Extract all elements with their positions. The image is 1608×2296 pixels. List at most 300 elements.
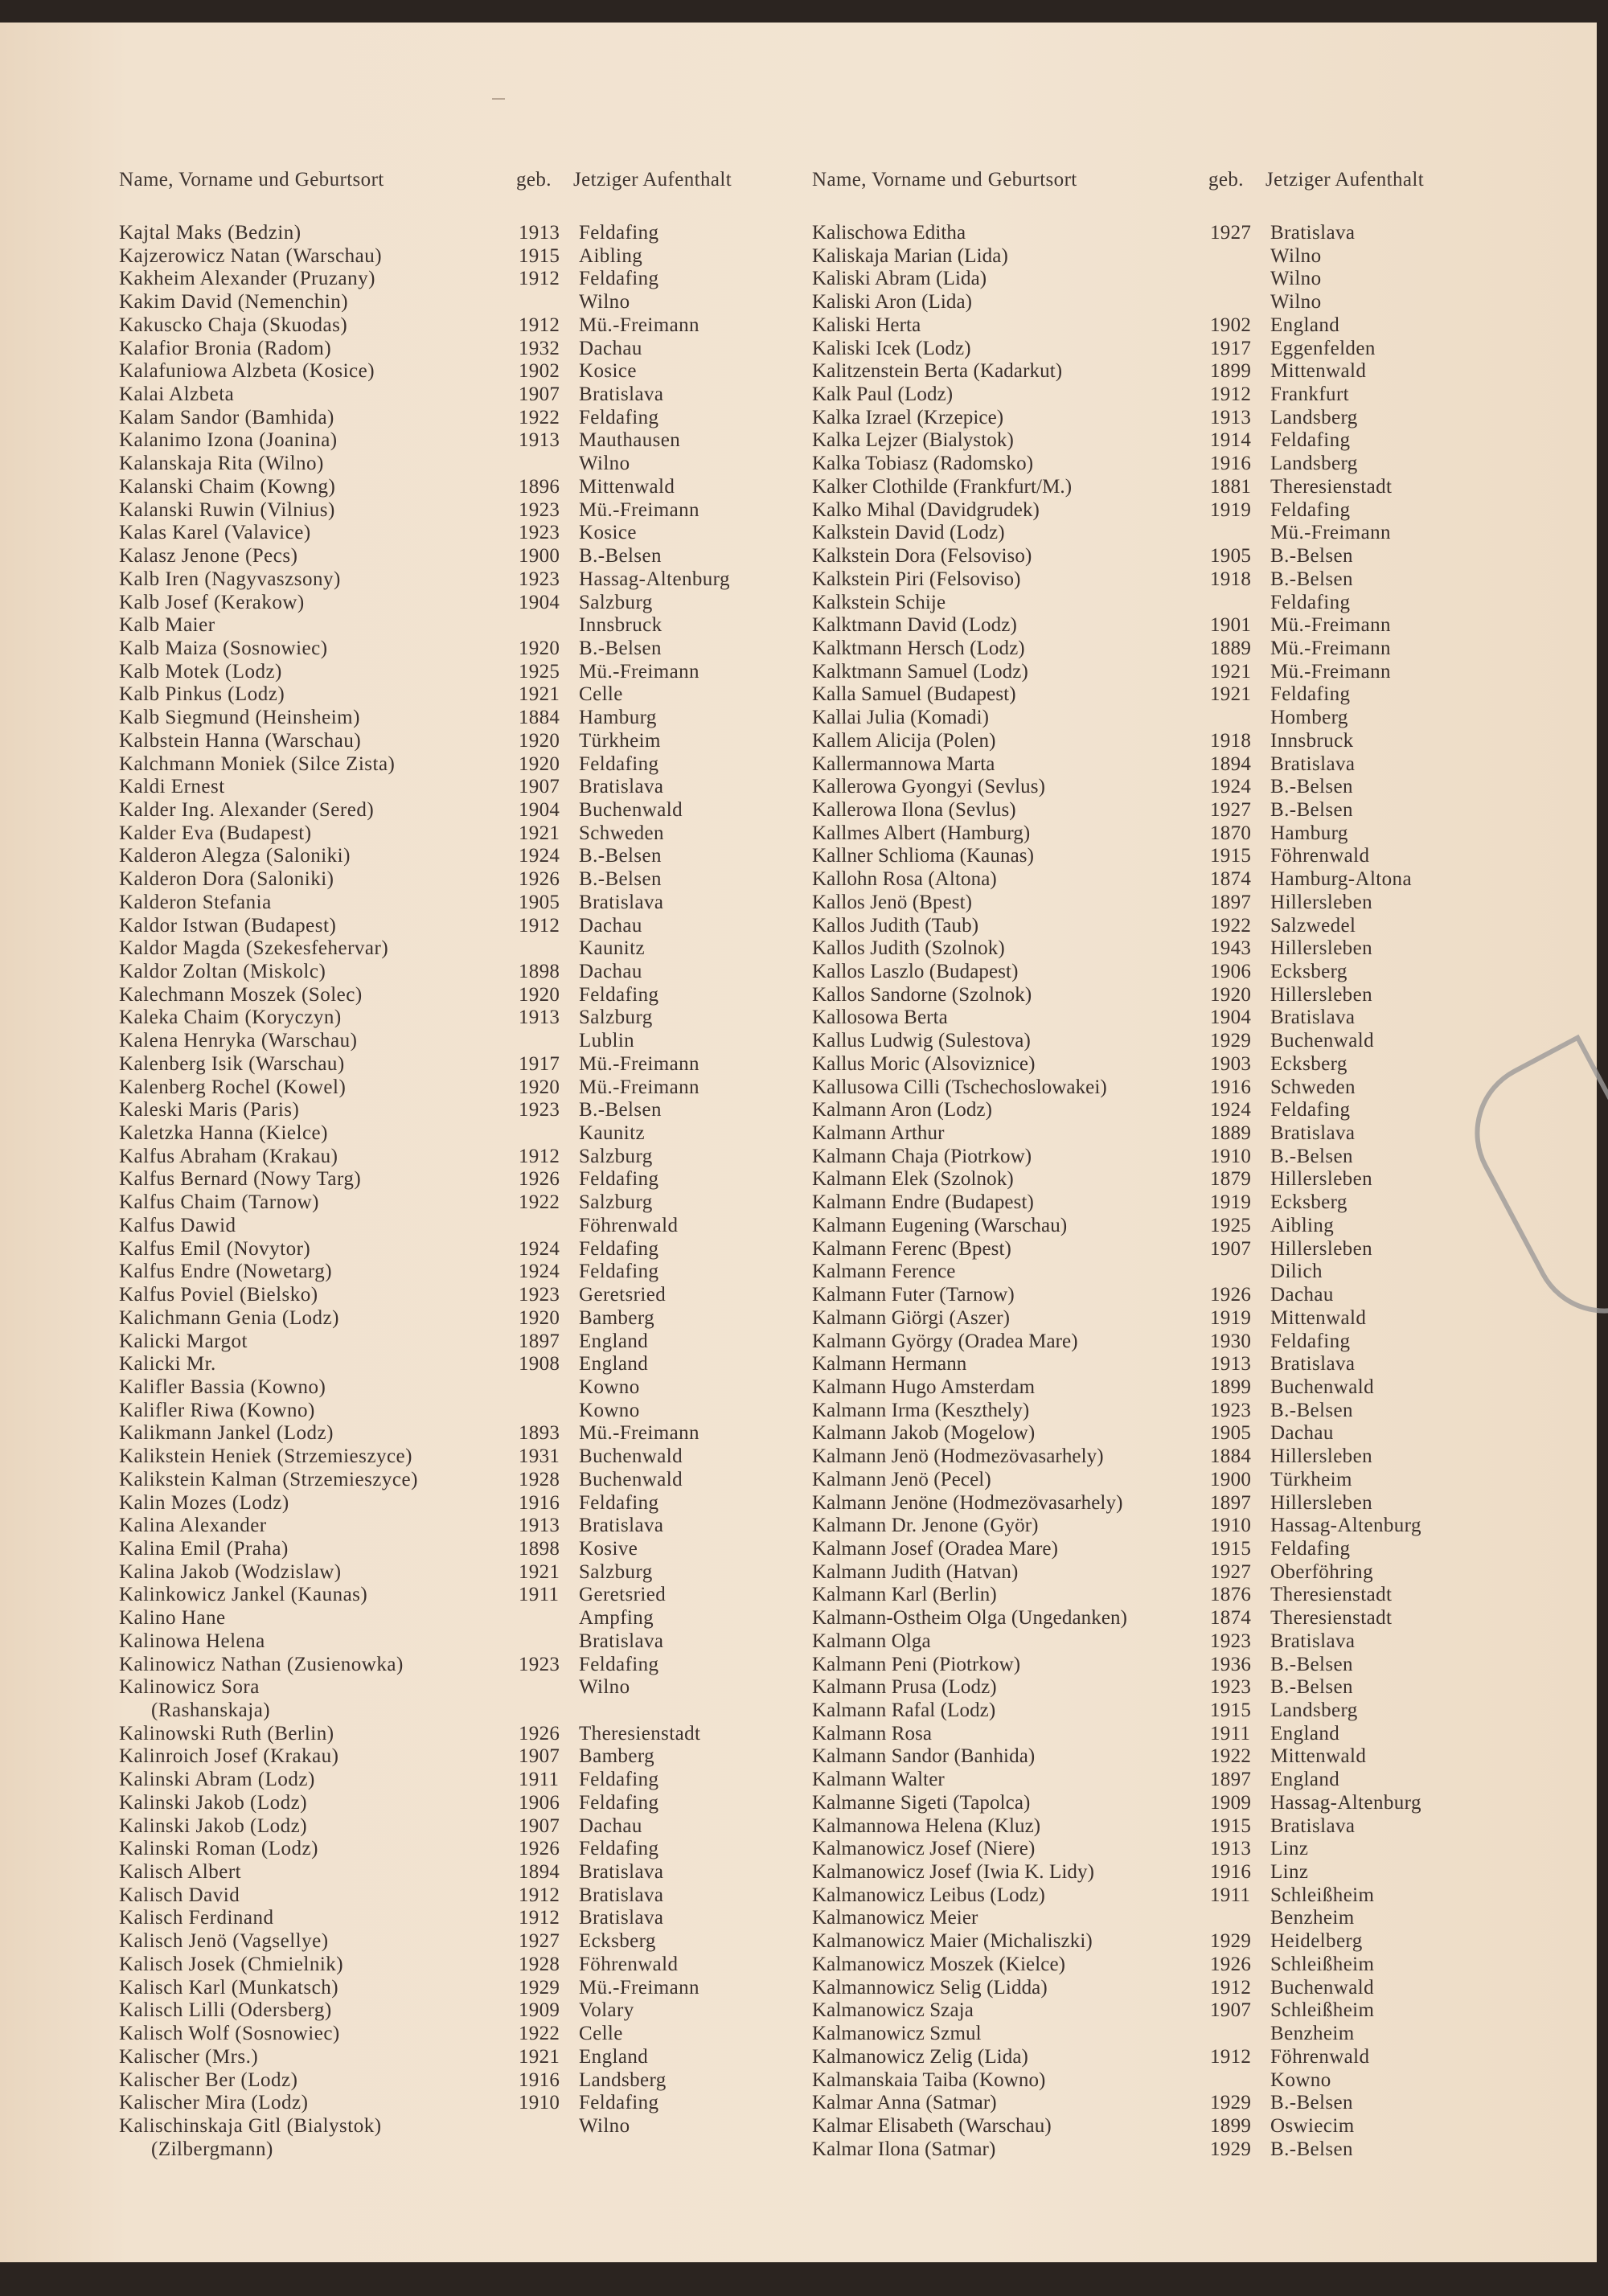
entry-birth-year: 1910 <box>1210 1515 1252 1537</box>
entry-name: Kalmann Eugening (Warschau) <box>812 1214 1068 1236</box>
entry-name: Kalisch Albert <box>119 1861 242 1884</box>
entry-name: Kalisch David <box>119 1884 240 1906</box>
entry-birth-year: 1931 <box>519 1445 560 1468</box>
entry-name: Kalisch Ferdinand <box>119 1907 274 1929</box>
entry-residence: B.-Belsen <box>1270 1676 1353 1699</box>
entry-birth-year: 1908 <box>519 1353 560 1376</box>
entry-name: Kallos Judith (Taub) <box>812 914 979 937</box>
entry-name: (Rashanskaja) <box>151 1699 271 1721</box>
entry-name: (Zilbergmann) <box>151 2138 273 2160</box>
entry-residence: Feldafing <box>579 752 659 775</box>
entry-birth-year: 1919 <box>1210 1191 1252 1214</box>
entry-residence: Feldafing <box>1270 1537 1351 1560</box>
entry-residence: Feldafing <box>579 406 659 428</box>
entry-birth-year: 1905 <box>1210 1422 1252 1445</box>
entry-birth-year: 1898 <box>519 961 560 982</box>
entry-birth-year: 1903 <box>1210 1052 1252 1075</box>
entry-name: Kalinski Jakob (Lodz) <box>119 1814 308 1837</box>
entry-name: Kalmann Peni (Piotrkow) <box>812 1653 1021 1675</box>
entry-residence: Salzwedel <box>1270 914 1356 937</box>
entry-name: Kalla Samuel (Budapest) <box>812 683 1016 706</box>
entry-name: Kalafior Bronia (Radom) <box>119 337 332 359</box>
entry-birth-year: 1896 <box>519 475 560 498</box>
entry-name: Kalmann Judith (Hatvan) <box>812 1560 1019 1583</box>
entry-birth-year: 1927 <box>519 1930 560 1953</box>
entry-birth-year: 1927 <box>1210 798 1252 821</box>
entry-residence: B.-Belsen <box>1270 2092 1353 2114</box>
entry-name: Kalktmann David (Lodz) <box>812 614 1017 637</box>
entry-residence: B.-Belsen <box>1270 776 1353 798</box>
entry-birth-year: 1924 <box>1210 1099 1252 1121</box>
entry-birth-year: 1912 <box>519 1884 560 1906</box>
entry-name: Kalisch Jenö (Vagsellye) <box>119 1930 329 1953</box>
entry-birth-year: 1922 <box>519 2023 560 2045</box>
entry-name: Kalfus Chaim (Tarnow) <box>119 1191 319 1214</box>
entry-birth-year: 1870 <box>1210 822 1252 844</box>
entry-name: Kalam Sandor (Bamhida) <box>119 406 334 428</box>
entry-name: Kalmar Ilona (Satmar) <box>812 2138 996 2160</box>
entry-residence: Dilich <box>1270 1261 1323 1283</box>
entry-birth-year: 1889 <box>1210 637 1252 659</box>
entry-name: Kalmanowicz Szmul <box>812 2023 982 2045</box>
entry-name: Kalinroich Josef (Krakau) <box>119 1745 339 1768</box>
entry-birth-year: 1930 <box>1210 1330 1252 1352</box>
entry-residence: Celle <box>579 2023 623 2045</box>
entry-name: Kallai Julia (Komadi) <box>812 707 990 729</box>
entry-residence: Dachau <box>1270 1422 1334 1445</box>
entry-residence: B.-Belsen <box>579 545 662 568</box>
entry-residence: Landsberg <box>579 2068 667 2091</box>
entry-residence: Theresienstadt <box>1270 1607 1393 1630</box>
entry-birth-year: 1911 <box>1210 1722 1251 1745</box>
entry-name: Kallermannowa Marta <box>812 752 995 775</box>
entry-name: Kaliski Icek (Lodz) <box>812 337 971 359</box>
entry-name: Kakim David (Nemenchin) <box>119 291 349 314</box>
entry-name: Kakheim Alexander (Pruzany) <box>119 268 375 290</box>
entry-residence: B.-Belsen <box>1270 545 1353 568</box>
entry-name: Kalin Mozes (Lodz) <box>119 1491 289 1514</box>
entry-birth-year: 1920 <box>1210 983 1252 1006</box>
entry-residence: Dachau <box>1270 1284 1334 1306</box>
entry-name: Kalinowicz Nathan (Zusienowka) <box>119 1653 404 1675</box>
entry-residence: Wilno <box>1270 291 1322 314</box>
entry-name: Kalas Karel (Valavice) <box>119 522 311 544</box>
entry-name: Kalkstein Dora (Felsoviso) <box>812 545 1032 568</box>
entry-birth-year: 1904 <box>519 591 560 613</box>
entry-name: Kalena Henryka (Warschau) <box>119 1030 358 1052</box>
entry-birth-year: 1907 <box>1210 1999 1252 2022</box>
entry-birth-year: 1929 <box>1210 2092 1252 2114</box>
entry-name: Kaliskaja Marian (Lida) <box>812 244 1008 267</box>
entry-residence: Kowno <box>1270 2068 1331 2091</box>
entry-residence: Heidelberg <box>1270 1930 1363 1953</box>
entry-name: Kalb Motek (Lodz) <box>119 660 282 683</box>
entry-birth-year: 1912 <box>1210 383 1252 406</box>
entry-birth-year: 1916 <box>1210 1861 1252 1884</box>
entry-birth-year: 1905 <box>1210 545 1252 568</box>
entry-residence: Wilno <box>1270 268 1322 290</box>
entry-birth-year: 1924 <box>1210 776 1252 798</box>
entry-name: Kalmann Walter <box>812 1769 945 1791</box>
entry-residence: Celle <box>579 683 623 706</box>
entry-birth-year: 1912 <box>519 1145 560 1167</box>
entry-birth-year: 1915 <box>1210 1814 1252 1837</box>
entry-name: Kallerowa Ilona (Sevlus) <box>812 798 1016 821</box>
entry-name: Kaldor Zoltan (Miskolc) <box>119 961 326 982</box>
entry-residence: Wilno <box>579 2114 630 2137</box>
entry-name: Kalmann Aron (Lodz) <box>812 1099 993 1121</box>
entry-name: Kalmann Hugo Amsterdam <box>812 1376 1036 1398</box>
entry-birth-year: 1919 <box>1210 498 1252 521</box>
entry-residence: Feldafing <box>579 1769 659 1791</box>
entry-birth-year: 1913 <box>1210 1838 1252 1860</box>
entry-residence: Wilno <box>579 1676 630 1699</box>
entry-name: Kalktmann Samuel (Lodz) <box>812 660 1028 683</box>
entry-name: Kalderon Dora (Saloniki) <box>119 868 334 891</box>
entry-name: Kalfus Dawid <box>119 1214 236 1236</box>
entry-birth-year: 1943 <box>1210 937 1252 960</box>
entry-birth-year: 1922 <box>1210 914 1252 937</box>
entry-birth-year: 1904 <box>1210 1007 1252 1029</box>
entry-name: Kalitzenstein Berta (Kadarkut) <box>812 360 1063 383</box>
entry-name: Kalenberg Isik (Warschau) <box>119 1052 345 1075</box>
entry-name: Kalischer Ber (Lodz) <box>119 2068 298 2091</box>
entry-birth-year: 1926 <box>519 1838 560 1860</box>
entry-birth-year: 1909 <box>519 1999 560 2022</box>
entry-name: Kalmann Sandor (Banhida) <box>812 1745 1036 1768</box>
entry-residence: Buchenwald <box>579 1468 683 1490</box>
entry-name: Kalisch Karl (Munkatsch) <box>119 1976 339 1999</box>
entry-residence: B.-Belsen <box>1270 2138 1353 2160</box>
entry-residence: B.-Belsen <box>579 637 662 659</box>
entry-birth-year: 1920 <box>519 983 560 1006</box>
entry-birth-year: 1921 <box>519 683 560 706</box>
entry-birth-year: 1902 <box>1210 314 1252 336</box>
entry-residence: Mittenwald <box>579 475 675 498</box>
entry-name: Kalina Jakob (Wodzislaw) <box>119 1560 342 1583</box>
entry-name: Kalanski Chaim (Kowng) <box>119 475 336 498</box>
entry-name: Kalischowa Editha <box>812 222 966 244</box>
entry-residence: Hillersleben <box>1270 937 1372 960</box>
entry-birth-year: 1907 <box>1210 1237 1252 1260</box>
entry-name: Kalicki Mr. <box>119 1353 216 1376</box>
entry-residence: Kosive <box>579 1537 638 1560</box>
entry-birth-year: 1913 <box>519 222 560 244</box>
entry-residence: Föhrenwald <box>579 1953 679 1975</box>
entry-birth-year: 1919 <box>1210 1306 1252 1329</box>
entry-residence: Feldafing <box>579 1791 659 1814</box>
entry-name: Kalischer Mira (Lodz) <box>119 2092 309 2114</box>
entry-name: Kalmann Arthur <box>812 1122 945 1145</box>
entry-residence: Feldafing <box>1270 1099 1351 1121</box>
entry-name: Kalmar Anna (Satmar) <box>812 2092 997 2114</box>
entry-name: Kalmann Irma (Keszthely) <box>812 1399 1030 1421</box>
entry-residence: Hillersleben <box>1270 983 1372 1006</box>
entry-birth-year: 1912 <box>1210 2045 1252 2068</box>
entry-birth-year: 1894 <box>519 1861 560 1884</box>
entry-birth-year: 1927 <box>1210 1560 1252 1583</box>
entry-residence: Aibling <box>1270 1214 1335 1236</box>
entry-residence: Salzburg <box>579 591 653 613</box>
entry-residence: Salzburg <box>579 1560 653 1583</box>
entry-birth-year: 1917 <box>1210 337 1252 359</box>
entry-birth-year: 1918 <box>1210 568 1252 590</box>
entry-name: Kalmann Rosa <box>812 1722 933 1745</box>
entry-name: Kalmanne Sigeti (Tapolca) <box>812 1791 1031 1814</box>
entry-residence: Kaunitz <box>579 1122 645 1145</box>
entry-name: Kalmann Jenö (Hodmezövasarhely) <box>812 1445 1104 1468</box>
entry-name: Kallmes Albert (Hamburg) <box>812 822 1031 844</box>
entry-name: Kalikstein Kalman (Strzemieszyce) <box>119 1468 418 1490</box>
entry-name: Kalmanowicz Szaja <box>812 1999 974 2022</box>
entry-residence: Linz <box>1270 1838 1309 1860</box>
entry-name: Kalasz Jenone (Pecs) <box>119 545 298 568</box>
entry-name: Kalichmann Genia (Lodz) <box>119 1306 339 1329</box>
entry-name: Kalinski Jakob (Lodz) <box>119 1791 308 1814</box>
entry-residence: Ecksberg <box>1270 1052 1348 1075</box>
entry-residence: England <box>1270 1722 1340 1745</box>
entry-residence: Bratislava <box>579 1630 664 1652</box>
entry-name: Kalder Eva (Budapest) <box>119 822 312 844</box>
entry-residence: Theresienstadt <box>1270 1584 1393 1606</box>
entry-name: Kallem Alicija (Polen) <box>812 729 996 752</box>
entry-residence: Mittenwald <box>1270 1745 1367 1768</box>
entry-residence: Hillersleben <box>1270 1237 1372 1260</box>
entry-name: Kaletzka Hanna (Kielce) <box>119 1122 328 1145</box>
entry-residence: Mü.-Freimann <box>1270 522 1391 544</box>
entry-name: Kalmanowicz Moszek (Kielce) <box>812 1953 1066 1975</box>
entry-birth-year: 1910 <box>1210 1145 1252 1167</box>
entry-birth-year: 1920 <box>519 1076 560 1098</box>
entry-birth-year: 1915 <box>1210 1699 1252 1721</box>
entry-residence: Föhrenwald <box>579 1214 679 1236</box>
entry-residence: B.-Belsen <box>579 1099 662 1121</box>
entry-birth-year: 1876 <box>1210 1584 1252 1606</box>
ink-mark <box>492 98 505 100</box>
entry-name: Kalmann Endre (Budapest) <box>812 1191 1034 1214</box>
entry-residence: Feldafing <box>579 1653 659 1675</box>
entry-residence: Hillersleben <box>1270 1491 1372 1514</box>
entry-residence: Bamberg <box>579 1306 654 1329</box>
entry-name: Kallus Ludwig (Sulestova) <box>812 1030 1031 1052</box>
entry-residence: Bratislava <box>1270 222 1356 244</box>
entry-name: Kalanski Ruwin (Vilnius) <box>119 498 335 521</box>
entry-birth-year: 1925 <box>1210 1214 1252 1236</box>
entry-name: Kalinkowicz Jankel (Kaunas) <box>119 1584 368 1606</box>
entry-residence: Salzburg <box>579 1007 653 1029</box>
entry-name: Kalb Maier <box>119 614 215 637</box>
entry-name: Kalker Clothilde (Frankfurt/M.) <box>812 475 1073 498</box>
entry-birth-year: 1905 <box>519 891 560 913</box>
entry-name: Kalmann Olga <box>812 1630 931 1652</box>
entry-name: Kalai Alzbeta <box>119 383 235 406</box>
entry-residence: Mü.-Freimann <box>579 1052 699 1075</box>
entry-residence: B.-Belsen <box>1270 1653 1353 1675</box>
entry-residence: Landsberg <box>1270 406 1358 428</box>
entry-residence: Wilno <box>1270 244 1322 267</box>
entry-birth-year: 1910 <box>519 2092 560 2114</box>
entry-birth-year: 1916 <box>1210 453 1252 475</box>
entry-residence: Mü.-Freimann <box>1270 637 1391 659</box>
entry-residence: Feldafing <box>1270 429 1351 452</box>
document-page <box>0 23 1597 2262</box>
entry-name: Kalischinskaja Gitl (Bialystok) <box>119 2114 382 2137</box>
entry-birth-year: 1915 <box>519 244 560 267</box>
entry-birth-year: 1912 <box>519 1907 560 1929</box>
entry-residence: Ecksberg <box>1270 1191 1348 1214</box>
entry-birth-year: 1924 <box>519 1261 560 1283</box>
entry-residence: Bratislava <box>1270 1353 1356 1376</box>
entry-birth-year: 1923 <box>519 1284 560 1306</box>
entry-name: Kalko Mihal (Davidgrudek) <box>812 498 1040 521</box>
entry-name: Kalb Pinkus (Lodz) <box>119 683 285 706</box>
entry-residence: Dachau <box>579 337 642 359</box>
entry-residence: Geretsried <box>579 1284 667 1306</box>
entry-name: Kalina Alexander <box>119 1515 267 1537</box>
entry-birth-year: 1921 <box>519 1560 560 1583</box>
entry-residence: Bratislava <box>579 891 664 913</box>
entry-residence: Bratislava <box>579 1907 664 1929</box>
entry-name: Kalmanowicz Zelig (Lida) <box>812 2045 1028 2068</box>
entry-name: Kallohn Rosa (Altona) <box>812 868 997 891</box>
entry-residence: Mittenwald <box>1270 360 1367 383</box>
entry-residence: B.-Belsen <box>1270 798 1353 821</box>
entry-residence: Hassag-Altenburg <box>1270 1791 1421 1814</box>
entry-name: Kalb Josef (Kerakow) <box>119 591 305 613</box>
entry-residence: Mü.-Freimann <box>1270 614 1391 637</box>
entry-residence: Benzheim <box>1270 1907 1355 1929</box>
entry-residence: B.-Belsen <box>1270 1145 1353 1167</box>
entry-birth-year: 1884 <box>1210 1445 1252 1468</box>
entry-name: Kalisch Wolf (Sosnowiec) <box>119 2023 340 2045</box>
entry-residence: England <box>579 2045 649 2068</box>
entry-residence: Türkheim <box>1270 1468 1352 1490</box>
entry-name: Kalanimo Izona (Joanina) <box>119 429 338 452</box>
entry-birth-year: 1899 <box>1210 1376 1252 1398</box>
entry-residence: Bratislava <box>579 1515 664 1537</box>
entry-residence: Mü.-Freimann <box>579 660 699 683</box>
entry-residence: Oberföhring <box>1270 1560 1373 1583</box>
entry-birth-year: 1929 <box>1210 1930 1252 1953</box>
entry-name: Kalinowicz Sora <box>119 1676 260 1699</box>
entry-birth-year: 1929 <box>1210 2138 1252 2160</box>
entry-name: Kallosowa Berta <box>812 1007 948 1029</box>
entry-residence: Buchenwald <box>1270 1030 1374 1052</box>
entry-residence: Kowno <box>579 1399 640 1421</box>
entry-birth-year: 1926 <box>519 1168 560 1191</box>
entry-birth-year: 1874 <box>1210 1607 1252 1630</box>
entry-residence: Feldafing <box>579 222 659 244</box>
entry-residence: Buchenwald <box>579 1445 683 1468</box>
entry-name: Kalka Tobiasz (Radomsko) <box>812 453 1034 475</box>
entry-birth-year: 1897 <box>519 1330 560 1352</box>
entry-birth-year: 1926 <box>519 868 560 891</box>
entry-name: Kalka Lejzer (Bialystok) <box>812 429 1014 452</box>
entry-birth-year: 1874 <box>1210 868 1252 891</box>
entry-name: Kalderon Alegza (Saloniki) <box>119 845 351 867</box>
entry-residence: Bratislava <box>579 776 664 798</box>
entry-name: Kalmann Dr. Jenone (Györ) <box>812 1515 1039 1537</box>
entry-residence: Dachau <box>579 961 642 982</box>
entry-name: Kalkstein David (Lodz) <box>812 522 1005 544</box>
entry-residence: Linz <box>1270 1861 1309 1884</box>
header-born-right: geb. <box>1208 169 1244 191</box>
entry-birth-year: 1913 <box>519 1515 560 1537</box>
entry-residence: Mü.-Freimann <box>1270 660 1391 683</box>
entry-name: Kallos Laszlo (Budapest) <box>812 961 1019 982</box>
entry-residence: Feldafing <box>579 1491 659 1514</box>
entry-residence: Mauthausen <box>579 429 681 452</box>
entry-name: Kalmanskaia Taiba (Kowno) <box>812 2068 1046 2091</box>
entry-name: Kalmann Josef (Oradea Mare) <box>812 1537 1059 1560</box>
entry-birth-year: 1920 <box>519 752 560 775</box>
entry-birth-year: 1911 <box>1210 1884 1251 1906</box>
entry-residence: Schweden <box>579 822 664 844</box>
entry-residence: Oswiecim <box>1270 2114 1355 2137</box>
entry-residence: Kaunitz <box>579 937 645 960</box>
entry-residence: Bratislava <box>1270 752 1356 775</box>
entry-birth-year: 1912 <box>519 268 560 290</box>
entry-birth-year: 1907 <box>519 776 560 798</box>
entry-birth-year: 1923 <box>1210 1630 1252 1652</box>
entry-name: Kalmann Jenöne (Hodmezövasarhely) <box>812 1491 1123 1514</box>
entry-birth-year: 1923 <box>519 498 560 521</box>
entry-residence: Föhrenwald <box>1270 845 1370 867</box>
entry-birth-year: 1921 <box>519 822 560 844</box>
entry-birth-year: 1923 <box>519 1099 560 1121</box>
entry-residence: Schweden <box>1270 1076 1356 1098</box>
entry-birth-year: 1926 <box>519 1722 560 1745</box>
entry-birth-year: 1913 <box>1210 1353 1252 1376</box>
entry-residence: Ecksberg <box>579 1930 656 1953</box>
entry-residence: Kosice <box>579 522 637 544</box>
entry-name: Kalmann Elek (Szolnok) <box>812 1168 1014 1191</box>
entry-residence: B.-Belsen <box>579 868 662 891</box>
entry-name: Kalmann Chaja (Piotrkow) <box>812 1145 1032 1167</box>
entry-name: Kalechmann Moszek (Solec) <box>119 983 363 1006</box>
entry-name: Kalikmann Jankel (Lodz) <box>119 1422 334 1445</box>
entry-birth-year: 1879 <box>1210 1168 1252 1191</box>
entry-birth-year: 1918 <box>1210 729 1252 752</box>
entry-residence: Feldafing <box>579 1261 659 1283</box>
entry-birth-year: 1894 <box>1210 752 1252 775</box>
entry-residence: Bratislava <box>579 383 664 406</box>
entry-name: Kakuscko Chaja (Skuodas) <box>119 314 348 336</box>
entry-name: Kalinowski Ruth (Berlin) <box>119 1722 334 1745</box>
entry-residence: Buchenwald <box>579 798 683 821</box>
entry-birth-year: 1916 <box>519 1491 560 1514</box>
entry-residence: Hamburg <box>1270 822 1348 844</box>
entry-name: Kajzerowicz Natan (Warschau) <box>119 244 383 267</box>
entry-name: Kalka Izrael (Krzepice) <box>812 406 1004 428</box>
entry-residence: Buchenwald <box>1270 1976 1374 1999</box>
entry-residence: Eggenfelden <box>1270 337 1376 359</box>
entry-residence: Salzburg <box>579 1145 653 1167</box>
entry-name: Kalmann Hermann <box>812 1353 967 1376</box>
entry-name: Kalmanowicz Josef (Niere) <box>812 1838 1036 1860</box>
entry-name: Kalfus Bernard (Nowy Targ) <box>119 1168 362 1191</box>
entry-birth-year: 1912 <box>519 914 560 937</box>
entry-residence: Mü.-Freimann <box>579 1422 699 1445</box>
entry-residence: Bamberg <box>579 1745 654 1768</box>
entry-birth-year: 1900 <box>519 545 560 568</box>
entry-name: Kalmann Karl (Berlin) <box>812 1584 997 1606</box>
entry-birth-year: 1922 <box>519 1191 560 1214</box>
entry-residence: Föhrenwald <box>1270 2045 1370 2068</box>
entry-birth-year: 1893 <box>519 1422 560 1445</box>
entry-residence: Kosice <box>579 360 637 383</box>
entry-birth-year: 1915 <box>1210 845 1252 867</box>
